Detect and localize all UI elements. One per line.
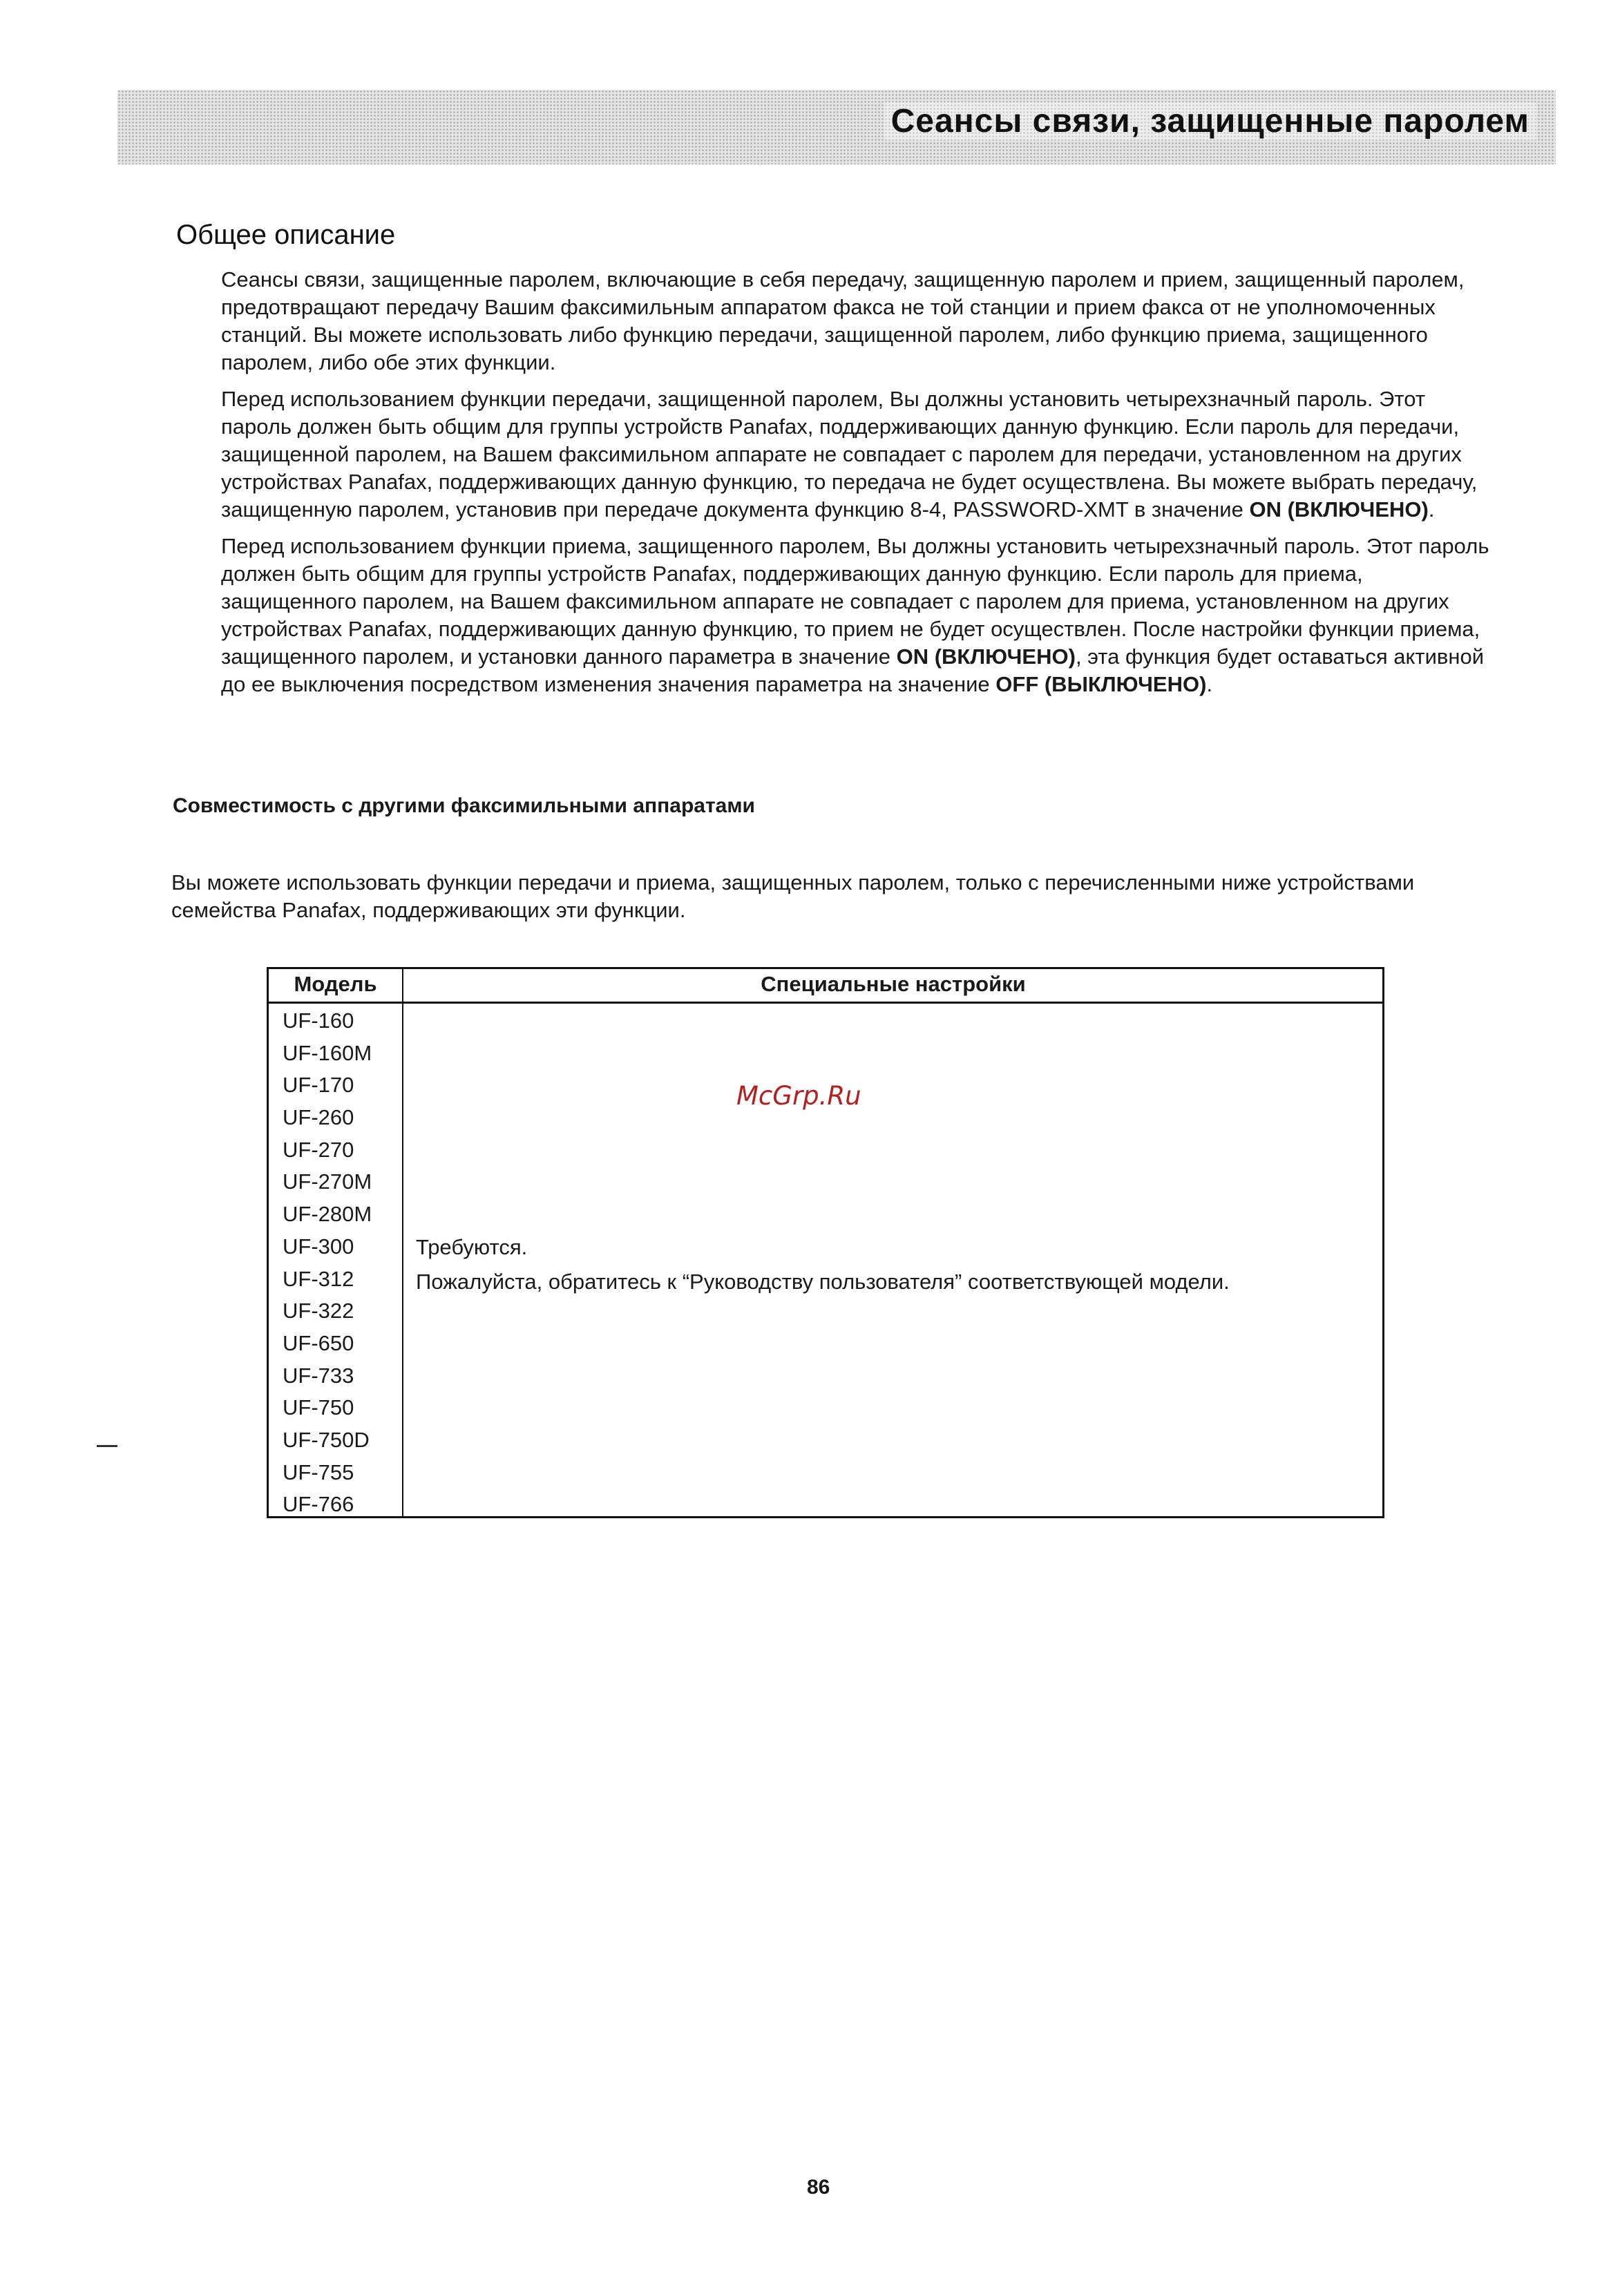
intro-text (221, 266, 1499, 707)
watermark: McGrp.Ru (736, 1081, 861, 1111)
model-item: UF-170 (283, 1073, 354, 1098)
model-item: UF-270 (283, 1137, 354, 1162)
model-item: UF-750 (283, 1395, 354, 1420)
intro-paragraph: Сеансы связи, защищенные паролем, включающие в себя передачу, защищенную паролем и прием, защищенный паролем, предотвращают передачу Вашим факсимильным аппаратом факса не той станции и прием факса от не уполномоченных станций. Вы можете использовать либо функцию передачи, защищенной паролем, либо функцию приема, защищенного паролем, либо обе этих функции. (221, 267, 1465, 374)
model-item: UF-300 (283, 1234, 354, 1259)
model-item: UF-270M (283, 1169, 372, 1194)
column-divider (402, 969, 403, 1516)
header-rule (269, 1002, 1382, 1004)
settings-line: Пожалуйста, обратитесь к “Руководству пользователя” соответствующей модели. (416, 1270, 1230, 1294)
section-title: Общее описание (176, 220, 396, 250)
intro-paragraph: Перед использованием функции передачи, защищенной паролем, Вы должны установить четырехзначный пароль. Этот пароль должен быть общим для группы устройств Panafax, поддерживающих данную функцию. Если пароль для передачи, защищенной паролем, на Вашем факсимильном аппарате не совпадает с паролем для передачи, установленном на других устройствах Panafax, поддерживающих данную функцию, то передача не будет осуществлена. Вы можете выбрать передачу, защищенную паролем, установив при передаче документа функцию 8-4, PASSWORD-XMT в значение ON (ВКЛЮЧЕНО). (221, 387, 1478, 522)
compatibility-heading: Совместимость с другими факсимильными аппаратами (173, 794, 755, 817)
model-item: UF-260 (283, 1105, 354, 1130)
compatibility-text: Вы можете использовать функции передачи и приема, защищенных паролем, только с перечисленными ниже устройствами семейства Panafax, поддерживающих эти функции. (171, 870, 1415, 922)
model-item: UF-322 (283, 1299, 354, 1323)
intro-paragraph: Перед использованием функции приема, защищенного паролем, Вы должны установить четырехзначный пароль. Этот пароль должен быть общим для группы устройств Panafax, поддерживающих данную функцию. Если пароль для приема, защищенного паролем, на Вашем факсимильном аппарате не совпадает с паролем для приема, установленном на других устройствах Panafax, поддерживающих данную функцию, то прием не будет осуществлен. После настройки функции приема, защищенного паролем, и установки данного параметра в значение ON (ВКЛЮЧЕНО), эта функция будет оставаться активной до ее выключения посредством изменения значения параметра на значение OFF (ВЫКЛЮЧЕНО). (221, 534, 1489, 696)
settings-cell (416, 1230, 1230, 1299)
model-item: UF-160 (283, 1008, 354, 1033)
settings-line: Требуются. (416, 1235, 528, 1259)
page-title: Сеансы связи, защищенные паролем (884, 102, 1536, 140)
models-table (267, 967, 1384, 1518)
model-item: UF-733 (283, 1363, 354, 1388)
model-list (283, 1005, 372, 1521)
margin-mark (97, 1445, 117, 1447)
model-item: UF-280M (283, 1202, 372, 1227)
table-header-settings: Специальные настройки (761, 972, 1026, 996)
model-item: UF-766 (283, 1492, 354, 1517)
header-band (117, 90, 1556, 164)
model-item: UF-160M (283, 1040, 372, 1065)
table-header-model: Модель (294, 972, 377, 996)
model-item: UF-650 (283, 1330, 354, 1355)
model-item: UF-755 (283, 1460, 354, 1484)
model-item: UF-750D (283, 1427, 370, 1452)
model-item: UF-312 (283, 1266, 354, 1291)
page-number: 86 (807, 2176, 830, 2199)
